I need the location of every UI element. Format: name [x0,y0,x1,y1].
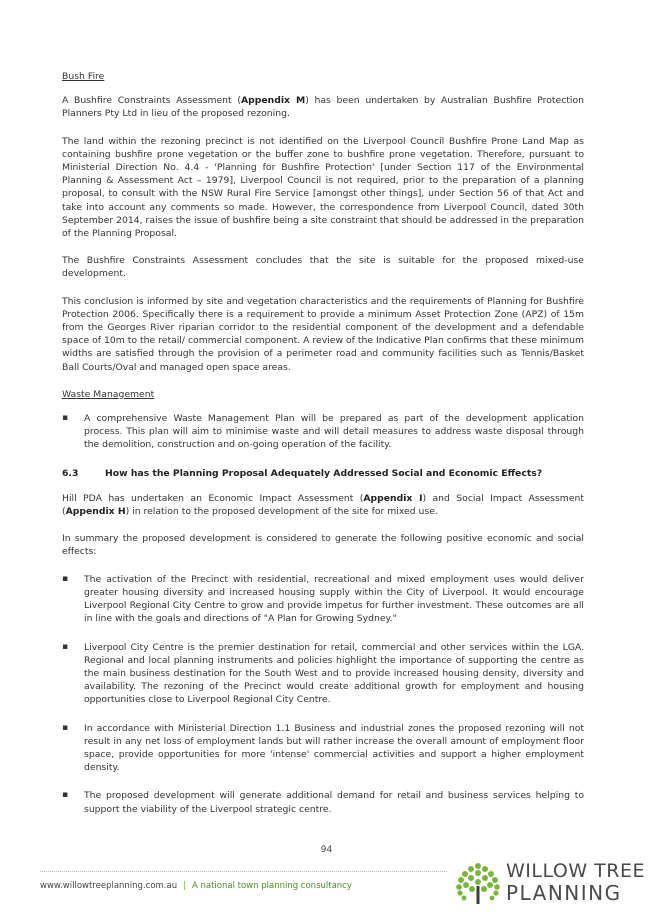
page-content [62,70,584,831]
bush-fire-paragraph-1: A Bushfire Constraints Assessment (Appendix M) has been undertaken by Australian Bushfire Protection Planners Pty Ltd in lieu of the proposed rezoning. [62,95,584,120]
tree-logo-icon [452,858,504,906]
list-item: ▪ The activation of the Precinct with residential, recreational and mixed employment uses would deliver greater housing diversity and increased housing supply within the City of Liverpool. It would encourage Liverpool Regional City Centre to grow and provide impetus for further investment. These outcomes are all in line with the goals and directions of "A Plan for Growing Sydney." [62,573,584,625]
appendix-i-ref: Appendix I [363,492,423,504]
list-item: ▪ Liverpool City Centre is the premier destination for retail, commercial and other services within the LGA. Regional and local planning instruments and policies highlight the importance of supporting the centre as the main business destination for the South West and to provide increased housing density, diversity and availability. The rezoning of the Precinct would create additional growth for employment and housing opportunities close to Liverpool Regional City Centre. [62,641,584,706]
section-title: How has the Planning Proposal Adequately Addressed Social and Economic Effects? [105,467,543,479]
section-paragraph-1: Hill PDA has undertaken an Economic Impact Assessment (Appendix I) and Social Impact Assessment (Appendix H) in relation to the proposed development of the site for mixed use. [62,492,584,518]
bullet-icon: ▪ [62,573,69,584]
website-link[interactable]: www.willowtreeplanning.com.au [40,881,178,891]
section-number: 6.3 [62,467,79,479]
bullet-icon: ▪ [62,413,69,424]
bullet-icon: ▪ [62,722,69,733]
list-item: ▪ In accordance with Ministerial Direction 1.1 Business and industrial zones the proposed rezoning will not result in any net loss of employment lands but will rather increase the overall amount of employment floor space, provide opportunities for more 'intense' commercial activities and support a higher employment density. [62,722,584,774]
section-paragraph-2: In summary the proposed development is considered to generate the following positive economic and social effects: [62,533,584,558]
effects-list [62,573,584,816]
willow-tree-logo [452,858,645,908]
footer-text [40,881,352,891]
bush-fire-paragraph-2: The land within the rezoning precinct is not identified on the Liverpool Council Bushfire Prone Land Map as containing bushfire prone vegetation or the buffer zone to bushfire prone vegetation. Therefore, pursuant to Ministerial Direction No. 4.4 - 'Planning for Bushfire Protection' [under Section 117 of the Environmental Planning & Assessment Act – 1979], Liverpool Council is not required, prior to the preparation of a planning proposal, to consult with the NSW Rural Fire Service [amongst other things], under Section 56 of that Act and take into account any comments so made. However, the correspondence from Liverpool Council, dated 30th September 2014, raises the issue of bushfire being a site constraint that should be addressed in the preparation of the Planning Proposal. [62,135,584,240]
appendix-h-ref: Appendix H [65,506,126,518]
section-heading [62,467,584,480]
list-item: ▪ A comprehensive Waste Management Plan will be prepared as part of the development application process. This plan will aim to minimise waste and will detail measures to address waste disposal through the demolition, construction and on-going operation of the facility. [62,413,584,451]
bullet-icon: ▪ [62,641,69,652]
logo-text-line-2: PLANNING [506,881,622,905]
bush-fire-paragraph-3: The Bushfire Constraints Assessment concludes that the site is suitable for the proposed mixed-use development. [62,255,584,280]
bullet-icon: ▪ [62,790,69,801]
footer-separator: | [183,881,186,891]
footer-divider [40,871,447,872]
bush-fire-heading: Bush Fire [62,71,105,82]
appendix-m-ref: Appendix M [240,95,306,107]
waste-list [62,412,584,452]
bush-fire-paragraph-4: This conclusion is informed by site and vegetation characteristics and the requirements of Planning for Bushfire Protection 2006. Specifically there is a requirement to provide a minimum Asset Protection Zone (APZ) of 15m from the Georges River riparian corridor to the residential component of the development and a defendable space of 10m to the retail/ commercial component. A review of the Indicative Plan confirms that these minimum widths are satisfied through the provision of a perimeter road and community facilities such as Tennis/Basket Ball Courts/Oval and managed open space areas. [62,295,584,373]
list-item: ▪ The proposed development will generate additional demand for retail and business services helping to support the viability of the Liverpool strategic centre. [62,790,584,815]
footer-tagline: A national town planning consultancy [191,881,352,891]
page-number: 94 [320,845,333,855]
waste-management-heading: Waste Management [62,388,155,400]
logo-text-line-1: WILLOW TREE [506,860,645,882]
